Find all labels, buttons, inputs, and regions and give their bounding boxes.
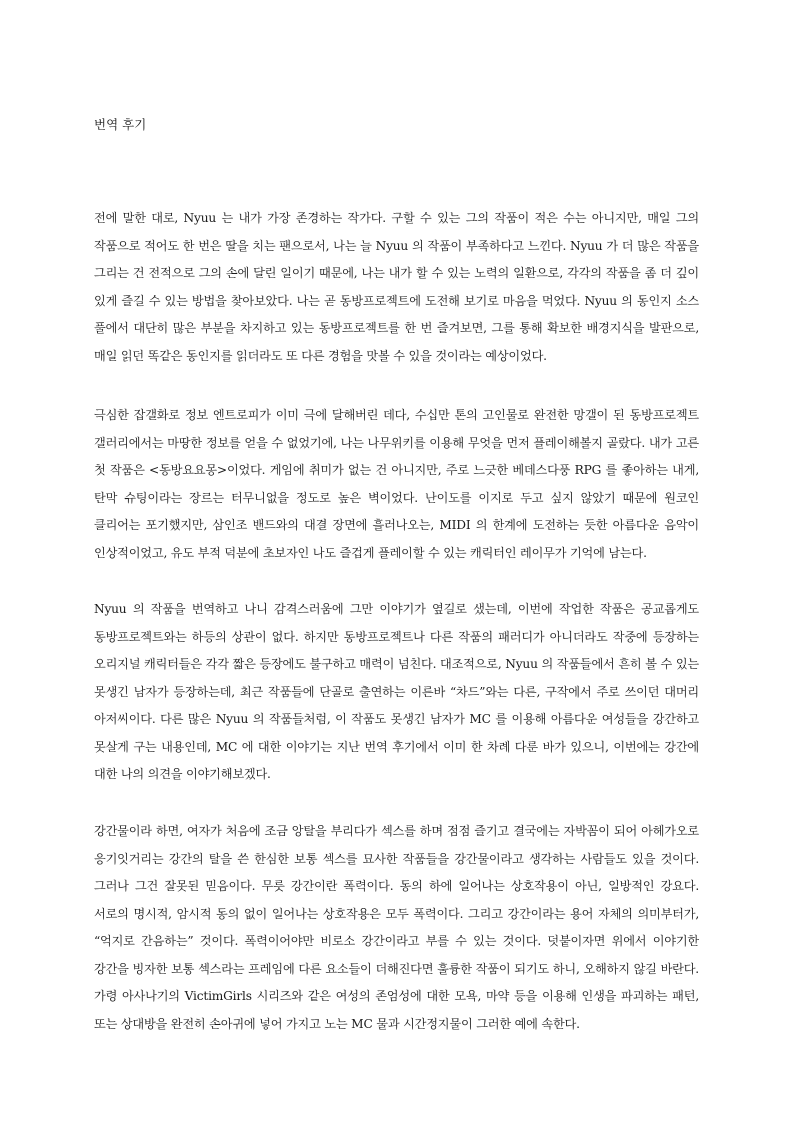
paragraph: 전에 말한 대로, Nyuu 는 내가 가장 존경하는 작가다. 구할 수 있는 그의 작품이 적은 수는 아니지만, 매일 그의 작품으로 적어도 한 번은 딸을 치는 팬으로서, 나는 늘 Nyuu 의 작품이 부족하다고 느낀다. Nyuu 가 더 많은 작품을 그리는 건 전적으로 그의 손에 달린 일이기 때문에, 나는 내가 할 수 있는 노력의 일환으로, 각각의 작품을 좀 더 깊이 있게 즐길 수 있는 방법을 찾아보았다. 나는 곧 동방프로젝트에 도전해 보기로 마음을 먹었다. Nyuu 의 동인지 소스 풀에서 대단히 많은 부분을 차지하고 있는 동방프로젝트를 한 번 즐겨보면, 그를 통해 확보한 배경지식을 발판으로, 매일 읽던 똑같은 동인지를 읽더라도 또 다른 경험을 맛볼 수 있을 것이라는 예상이었다. (94, 211, 699, 363)
paragraph: 강간물이라 하면, 여자가 처음에 조금 앙탈을 부리다가 섹스를 하며 점점 즐기고 결국에는 자박꼼이 되어 아헤가오로 응기잇거리는 강간의 탈을 쓴 한심한 보통 섹스를 묘사한 작품들을 강간물이라고 생각하는 사람들도 있을 것이다. 그러나 그건 잘못된 믿음이다. 무릇 강간이란 폭력이다. 동의 하에 일어나는 상호작용이 아닌, 일방적인 강요다. 서로의 명시적, 암시적 동의 없이 일어나는 상호작용은 모두 폭력이다. 그리고 강간이라는 용어 자체의 의미부터가, “억지로 간음하는” 것이다. 폭력이어야만 비로소 강간이라고 부를 수 있는 것이다. 덧붙이자면 위에서 이야기한 강간을 빙자한 보통 섹스라는 프레임에 다른 요소들이 더해진다면 훌륭한 작품이 되기도 하니, 오해하지 않길 바란다. 가령 아사나기의 VictimGirls 시리즈와 같은 여성의 존엄성에 대한 모욕, 마약 등을 이용해 인생을 파괴하는 패턴, 또는 상대방을 완전히 손아귀에 넣어 가지고 노는 MC 물과 시간정지물이 그러한 예에 속한다. (94, 824, 699, 1031)
document-page (94, 0, 699, 1122)
paragraph: 극심한 잡갤화로 정보 엔트로피가 이미 극에 달해버린 데다, 수십만 톤의 고인물로 완전한 망갤이 된 동방프로젝트 갤러리에서는 마땅한 정보를 얻을 수 없었기에, 나는 나무위키를 이용해 무엇을 먼저 플레이해볼지 골랐다. 내가 고른 첫 작품은 <동방요요몽>이었다. 게임에 취미가 없는 건 아니지만, 주로 느긋한 베데스다풍 RPG 를 좋아하는 내게, 탄막 슈팅이라는 장르는 터무니없을 정도로 높은 벽이었다. 난이도를 이지로 두고 싶지 않았기 때문에 원코인 클리어는 포기했지만, 삼인조 밴드와의 대결 장면에 흘러나오는, MIDI 의 한계에 도전하는 듯한 아름다운 음악이 인상적이었고, 유도 부적 덕분에 초보자인 나도 즐겁게 플레이할 수 있는 캐릭터인 레이무가 기억에 남는다. (94, 408, 699, 560)
paragraph: Nyuu 의 작품을 번역하고 나니 감격스러움에 그만 이야기가 옆길로 샜는데, 이번에 작업한 작품은 공교롭게도 동방프로젝트와는 하등의 상관이 없다. 하지만 동방프로젝트나 다른 작품의 패러디가 아니더라도 작중에 등장하는 오리지널 캐릭터들은 각각 짧은 등장에도 불구하고 매력이 넘친다. 대조적으로, Nyuu 의 작품들에서 흔히 볼 수 있는 못생긴 남자가 등장하는데, 최근 작품들에 단골로 출연하는 이른바 “차드”와는 다른, 구작에서 주로 쓰이던 대머리 아저씨이다. 다른 많은 Nyuu 의 작품들처럼, 이 작품도 못생긴 남자가 MC 를 이용해 아름다운 여성들을 강간하고 못살게 구는 내용인데, MC 에 대한 이야기는 지난 번역 후기에서 이미 한 차례 다룬 바가 있으니, 이번에는 강간에 대한 나의 의견을 이야기해보겠다. (94, 602, 699, 781)
document-title: 번역 후기 (94, 117, 147, 132)
